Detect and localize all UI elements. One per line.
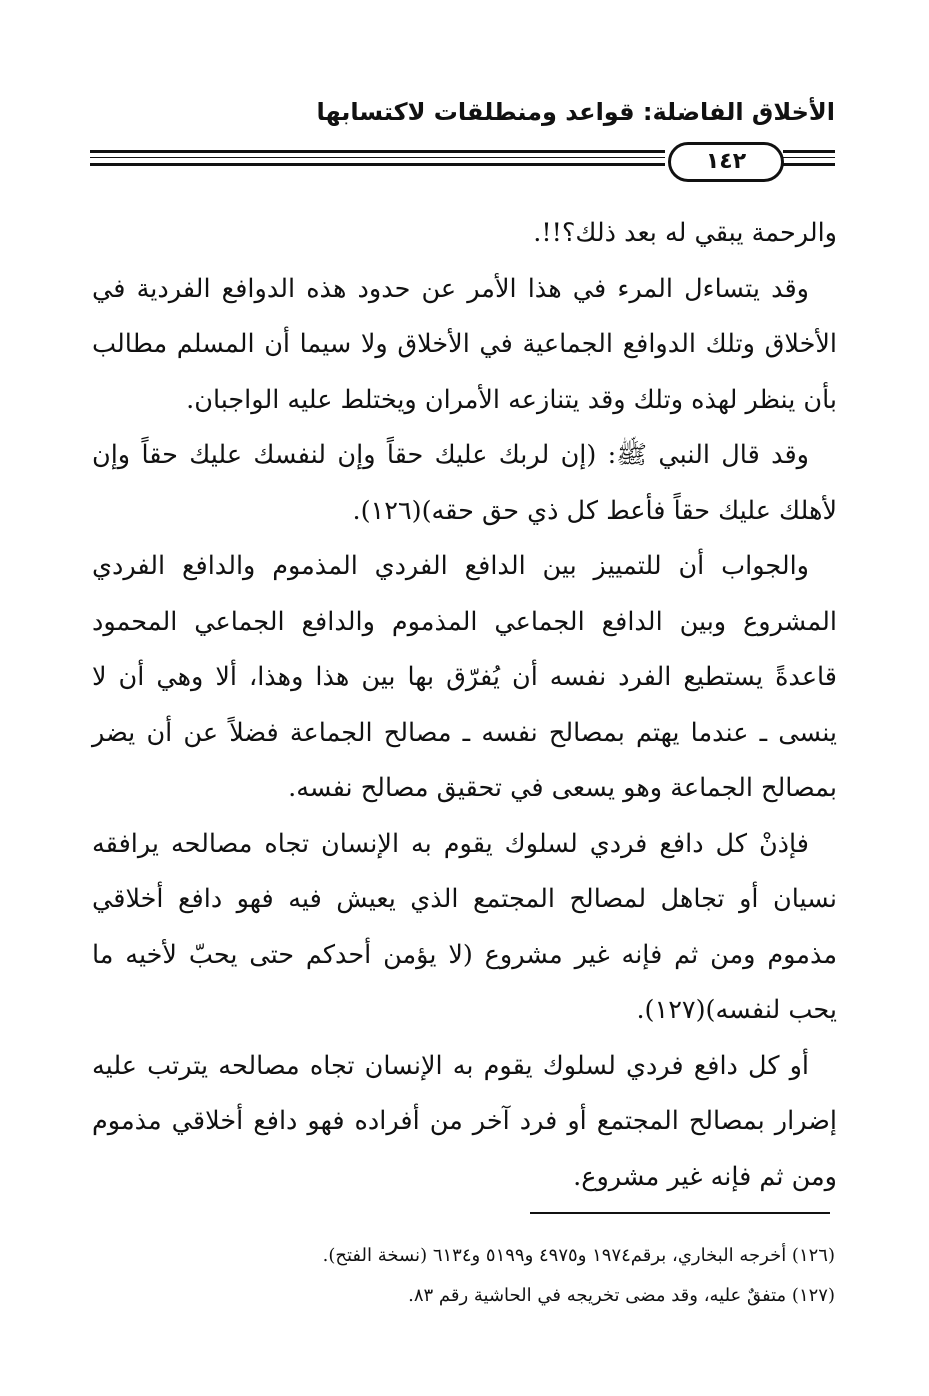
- page-number-badge: ١٤٢: [668, 142, 784, 182]
- header-rule-ornament: [90, 142, 835, 182]
- footnote-126: (١٢٦) أخرجه البخاري، برقم١٩٧٤ و٤٩٧٥ و٥١٩٩ و٦١٣٤ (نسخة الفتح).: [322, 1245, 835, 1266]
- paragraph-continuation: والرحمة يبقي له بعد ذلك؟!!.: [533, 218, 837, 248]
- footnote-127: (١٢٧) متفقٌ عليه، وقد مضى تخريجه في الحاشية رقم ٨٣.: [408, 1285, 835, 1306]
- main-text: [92, 206, 837, 1205]
- footnote-separator: [530, 1212, 830, 1214]
- paragraph: والجواب أن للتمييز بين الدافع الفردي المذموم والدافع الفردي المشروع وبين الدافع الجماعي المذموم والدافع الجماعي المحمود قاعدةً يستطيع الفرد نفسه أن يُفرّق بها بين هذا وهذا، ألا وهي أن لا ينسى ـ عندما يهتم بمصالح نفسه ـ مصالح الجماعة فضلاً عن أن يضر بمصالح الجماعة وهو يسعى في تحقيق مصالح نفسه.: [92, 551, 837, 803]
- header-rule-left-thin: [90, 157, 665, 158]
- header-rule-left-thick: [90, 150, 665, 153]
- header-rule-right-thick-2: [783, 163, 835, 166]
- header-rule-right-thin: [783, 157, 835, 158]
- running-header-title: الأخلاق الفاضلة: قواعد ومنطلقات لاكتسابها: [316, 98, 835, 126]
- paragraph: فإذنْ كل دافع فردي لسلوك يقوم به الإنسان تجاه مصالحه يرافقه نسيان أو تجاهل لمصالح المجتمع الذي يعيش فيه فهو دافع أخلاقي مذموم ومن ثم فإنه غير مشروع (لا يؤمن أحدكم حتى يحبّ لأخيه ما يحب لنفسه)(١٢٧).: [92, 828, 837, 1025]
- header-rule-left-thick-2: [90, 163, 665, 166]
- paragraph: وقد يتساءل المرء في هذا الأمر عن حدود هذه الدوافع الفردية في الأخلاق وتلك الدوافع الجماعية في الأخلاق ولا سيما أن المسلم مطالب بأن ينظر لهذه وتلك وقد يتنازعه الأمران ويختلط عليه الواجبان.: [92, 273, 837, 415]
- footnotes: [90, 1236, 835, 1316]
- paragraph: أو كل دافع فردي لسلوك يقوم به الإنسان تجاه مصالحه يترتب عليه إضرار بمصالح المجتمع أو فرد آخر من أفراده فهو دافع أخلاقي مذموم ومن ثم فإنه غير مشروع.: [92, 1050, 837, 1192]
- header-rule-right-thick: [783, 150, 835, 153]
- paragraph-hadith: وقد قال النبي ﷺ: (إن لربك عليك حقاً وإن لنفسك عليك حقاً وإن لأهلك عليك حقاً فأعط كل ذي حق حقه)(١٢٦).: [92, 440, 837, 526]
